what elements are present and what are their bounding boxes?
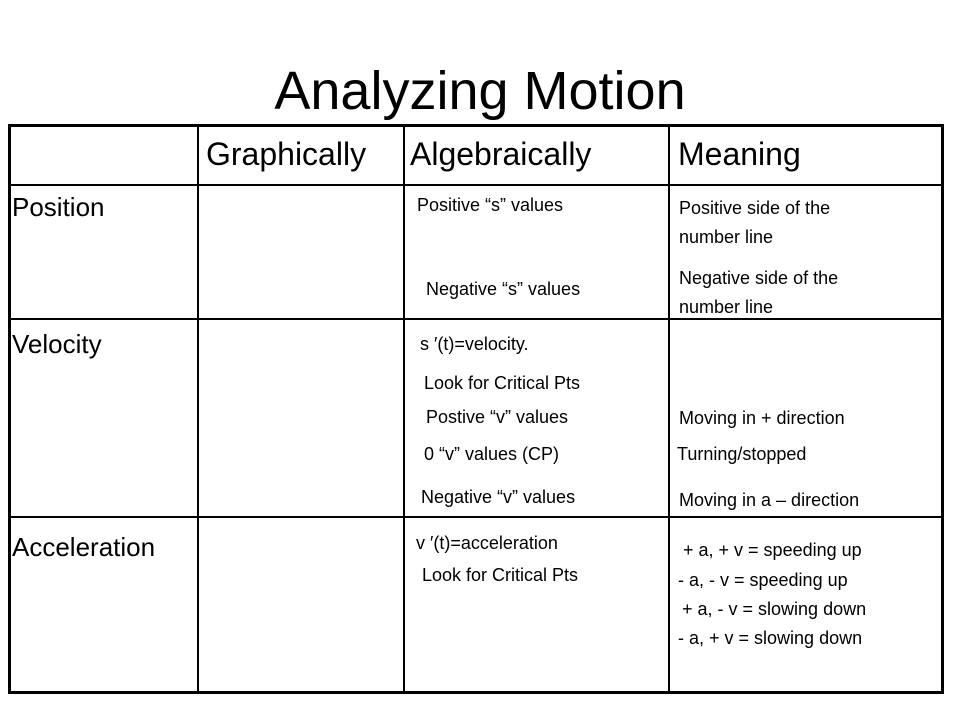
table-border-right: [941, 124, 944, 694]
velocity-algebraic-line: s ′(t)=velocity.: [420, 334, 529, 354]
acceleration-meaning-line: + a, - v = slowing down: [682, 599, 867, 619]
row-label-velocity: Velocity: [12, 329, 102, 359]
velocity-algebraic-line: Postive “v” values: [426, 407, 569, 427]
velocity-algebraic-line: Negative “v” values: [421, 487, 576, 507]
acceleration-meaning-line: + a, + v = speeding up: [683, 540, 862, 560]
column-divider: [403, 124, 405, 694]
slide-title: Analyzing Motion: [274, 61, 686, 121]
velocity-algebraic-line: Look for Critical Pts: [424, 373, 581, 393]
row-label-position: Position: [12, 192, 105, 222]
acceleration-meaning-line: - a, + v = slowing down: [678, 628, 863, 648]
table-border-top: [8, 124, 944, 127]
velocity-meaning-line: Turning/stopped: [677, 444, 807, 464]
header-meaning: Meaning: [678, 136, 801, 172]
position-meaning-line: number line: [679, 227, 774, 247]
motion-table: [8, 124, 944, 694]
position-meaning-line: number line: [679, 297, 774, 317]
row-label-acceleration: Acceleration: [12, 532, 156, 562]
table-border-left: [8, 124, 11, 694]
position-algebraic-positive: Positive “s” values: [417, 195, 564, 215]
row-divider: [8, 318, 944, 320]
row-divider: [8, 184, 944, 186]
row-divider: [8, 516, 944, 518]
velocity-meaning-line: Moving in + direction: [679, 408, 845, 428]
header-graphically: Graphically: [206, 136, 367, 172]
column-divider: [668, 124, 670, 694]
header-algebraically: Algebraically: [410, 136, 592, 172]
velocity-meaning-line: Moving in a – direction: [679, 490, 860, 510]
position-meaning-line: Negative side of the: [679, 268, 839, 288]
acceleration-algebraic-line: Look for Critical Pts: [422, 565, 579, 585]
position-algebraic-negative: Negative “s” values: [426, 279, 581, 299]
column-divider: [197, 124, 199, 694]
table-border-bottom: [8, 691, 944, 694]
acceleration-meaning-line: - a, - v = speeding up: [678, 570, 848, 590]
position-meaning-line: Positive side of the: [679, 198, 831, 218]
acceleration-algebraic-line: v ′(t)=acceleration: [416, 533, 558, 553]
velocity-algebraic-line: 0 “v” values (CP): [424, 444, 560, 464]
